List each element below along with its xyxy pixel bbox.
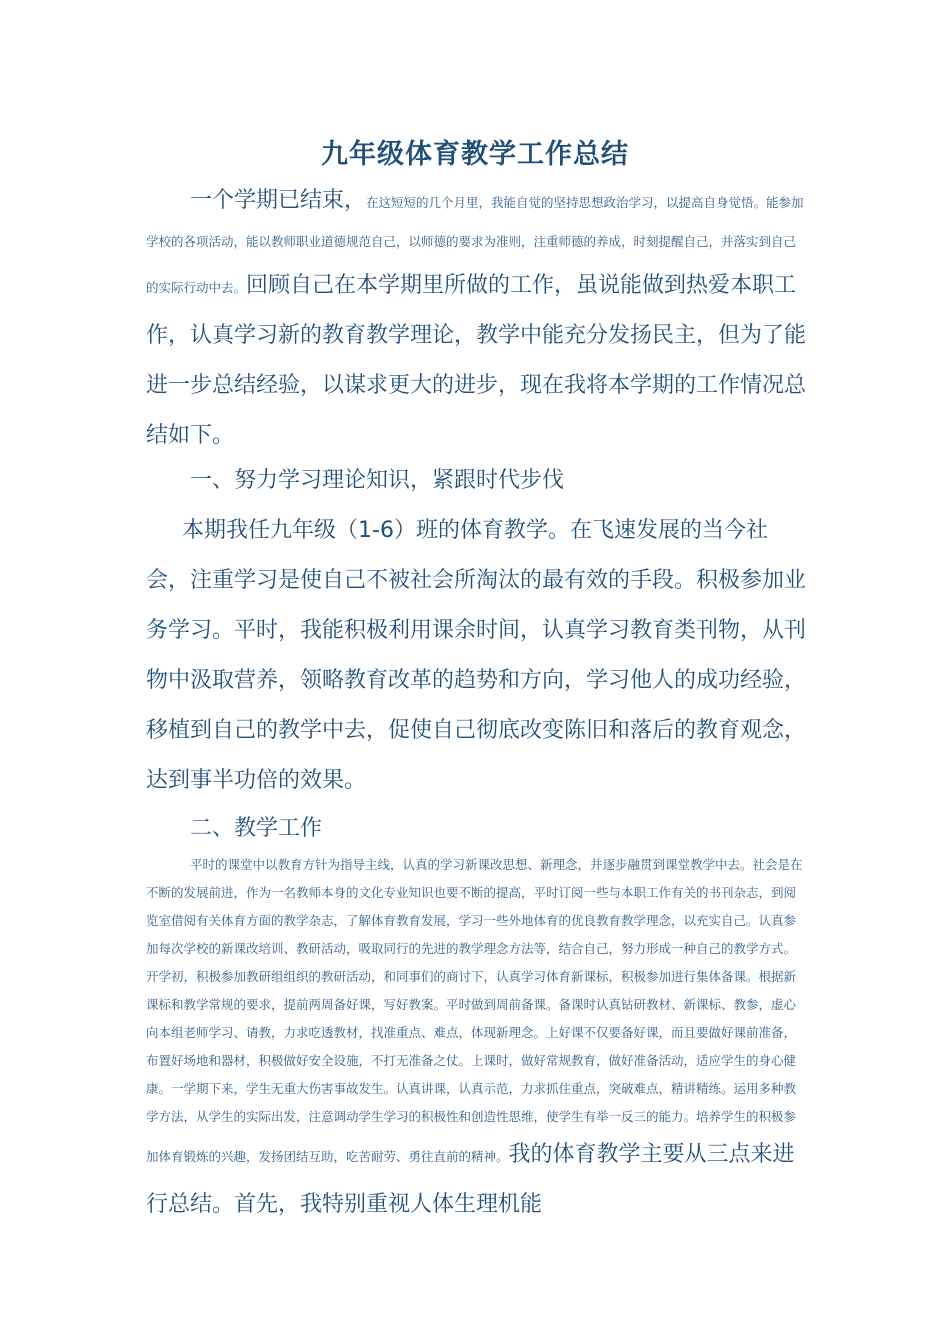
intro-small-text: 在这短短的几个月里，我能自觉的坚持思想政治学习，以提高自身觉悟。能参加学校的各项活动，能以教师职业道德规范自己，以师德的要求为准则，注重师德的养成，时刻提醒自己，并落实到自己的实际行动中去。 <box>146 195 804 295</box>
intro-tail-text: 回顾自己在本学期里所做的工作，虽说能做到热爱本职工作，认真学习新的教育教学理论，教学中能充分发扬民主，但为了能进一步总结经验，以谋求更大的进步，现在我将本学期的工作情况总结如下。 <box>146 273 807 448</box>
document-title: 九年级体育教学工作总结 <box>321 139 629 170</box>
section2-body <box>146 850 806 1230</box>
section1-body-rest: ）班的体育教学。在飞速发展的当今社会，注重学习是使自己不被社会所淘汰的最有效的手段。积极参加业务学习。平时，我能积极利用课余时间，认真学习教育类刊物，从刊物中汲取营养，领略教育改革的趋势和方向，学习他人的成功经验，移植到自己的教学中去，促使自己彻底改变陈旧和落后的教育观念，达到事半功倍的效果。 <box>146 518 807 793</box>
section2-small-text: 平时的课堂中以教育方针为指导主线，认真的学习新课改思想、新理念，并逐步融贯到课堂教学中去。社会是在不断的发展前进，作为一名教师本身的文化专业知识也要不断的提高，平时订阅一些与本职工作有关的书刊杂志，到阅览室借阅有关体育方面的教学杂志，了解体育教育发展，学习一些外地体育的优良教育教学理念，以充实自己。认真参加每次学校的新课改培训、教研活动，吸取同行的先进的教学理念方法等，结合自己，努力形成一种自己的教学方式。开学初，积极参加教研组组织的教研活动，和同事们的商讨下，认真学习体育新课标，积极参加进行集体备课。根据新课标和教学常规的要求，提前两周备好课，写好教案。平时做到周前备课。备课时认真钻研教材、新课标、教参，虚心向本组老师学习、请教，力求吃透教材，找准重点、难点，体现新理念。上好课不仅要备好课，而且要做好课前准备，布置好场地和器材，积极做好安全设施，不打无准备之仗。上课时，做好常规教育，做好准备活动，适应学生的身心健康。一学期下来，学生无重大伤害事故发生。认真讲课，认真示范，力求抓住重点，突破难点，精讲精练。运用多种教学方法，从学生的实际出发，注意调动学生学习的积极性和创造性思维，使学生有举一反三的能力。培养学生的积极参加体育锻炼的兴趣，发扬团结互助，吃苦耐劳、勇往直前的精神。 <box>146 857 803 1164</box>
section1-body-start: 本期我任九年级（ <box>182 518 359 543</box>
section1-body <box>146 506 806 806</box>
class-range: 1-6 <box>358 518 394 543</box>
section1-heading: 一、努力学习理论知识，紧跟时代步伐 <box>190 468 565 493</box>
section2-tail-text: 我的体育教学主要从三点来进行总结。首先，我特别重视人体生理机能 <box>146 1142 795 1217</box>
intro-lead-text: 一个学期已结束， <box>190 188 367 213</box>
section2-heading: 二、教学工作 <box>190 816 323 841</box>
intro-paragraph <box>146 182 806 461</box>
